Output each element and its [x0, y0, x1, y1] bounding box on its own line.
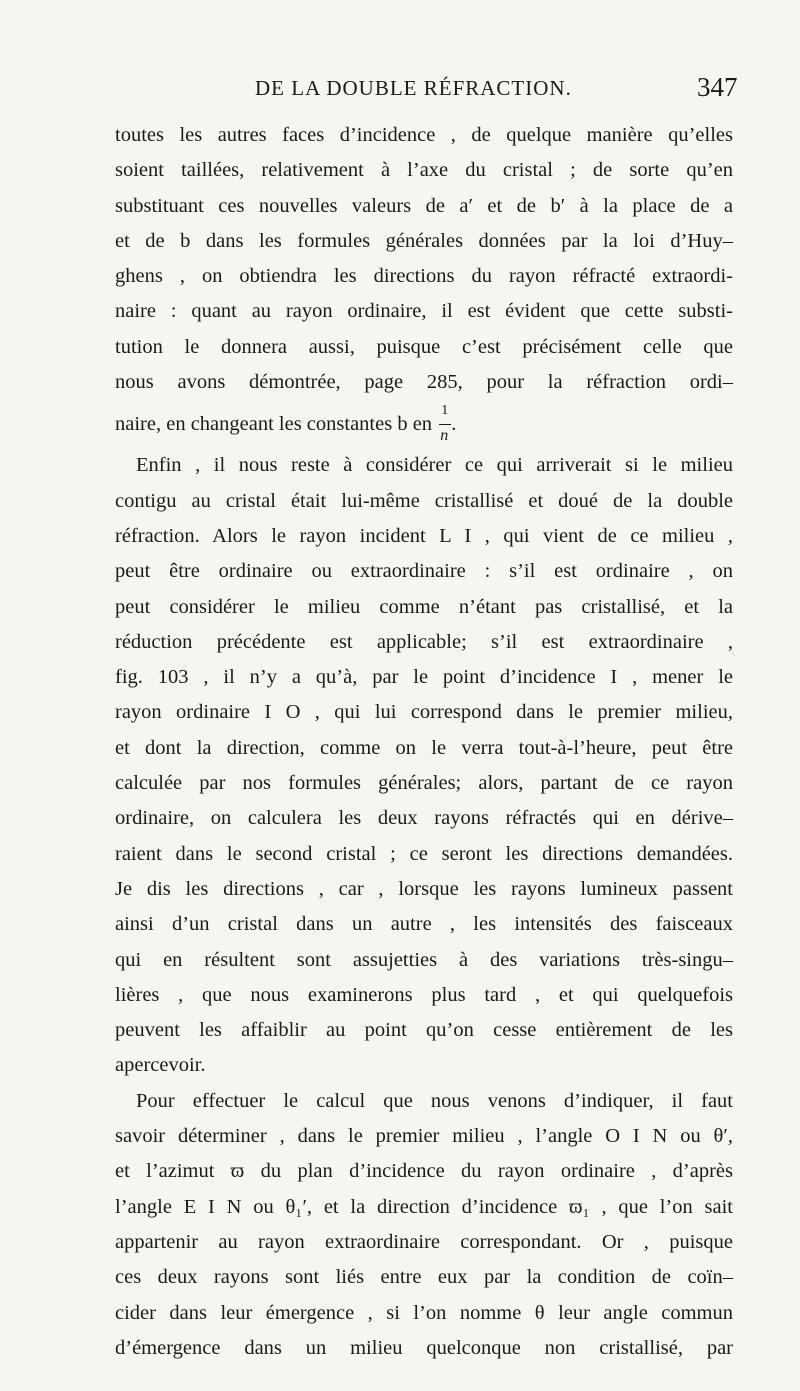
text-line: réfraction. Alors le rayon incident L I , qui vient de ce milieu ,: [115, 524, 733, 547]
end-period: .: [451, 413, 457, 436]
text-line: appartenir au rayon extraordinaire correspondant. Or , puisque: [115, 1230, 733, 1253]
text-line: Pour effectuer le calcul que nous venons d’indiquer, il faut: [136, 1089, 733, 1112]
text-line: ordinaire, on calculera les deux rayons réfractés qui en dérive–: [115, 807, 733, 830]
running-title: DE LA DOUBLE RÉFRACTION.: [255, 76, 572, 100]
fraction-bar: [439, 424, 451, 425]
text-line: peuvent les affaiblir au point qu’on cesse entièrement de les: [115, 1019, 733, 1042]
text-line: Je dis les directions , car , lorsque les rayons lumineux passent: [115, 877, 733, 900]
text-line: savoir déterminer , dans le premier milieu , l’angle O I N ou θ′,: [115, 1125, 733, 1148]
text-line: peut considérer le milieu comme n’étant pas cristallisé, et la: [115, 595, 733, 618]
text-line: et de b dans les formules générales données par la loi d’Huy–: [115, 229, 733, 252]
text-line: et dont la direction, comme on le verra tout-à-l’heure, peut être: [115, 736, 733, 759]
text-line: ainsi d’un cristal dans un autre , les intensités des faisceaux: [115, 913, 733, 936]
text-line: ces deux rayons sont liés entre eux par la condition de coïn–: [115, 1266, 733, 1289]
paragraph-2: [115, 448, 733, 1083]
text-line: toutes les autres faces d’incidence , de quelque manière qu’elles: [115, 124, 733, 146]
text-line: apercevoir.: [115, 1054, 206, 1077]
text-segment: naire, en changeant les constantes b en: [115, 413, 433, 436]
text-line: l’angle E I N ou θ₁′, et la direction d’incidence ϖ₁ , que l’on sait: [115, 1195, 733, 1218]
text-line: et l’azimut ϖ du plan d’incidence du rayon ordinaire , d’après: [115, 1160, 733, 1183]
text-line: réduction précédente est applicable; s’il est extraordinaire ,: [115, 630, 733, 653]
text-line: Enfin , il nous reste à considérer ce qui arriverait si le milieu: [136, 454, 733, 477]
page-header: [0, 72, 800, 112]
text-line-with-fraction: [115, 400, 733, 448]
text-line: naire : quant au rayon ordinaire, il est évident que cette substi-: [115, 300, 733, 323]
text-line: ghens , on obtiendra les directions du rayon réfracté extraordi-: [115, 265, 733, 288]
text-line: soient taillées, relativement à l’axe du cristal ; de sorte qu’en: [115, 159, 733, 182]
text-line: lières , que nous examinerons plus tard , et qui quelquefois: [115, 983, 733, 1006]
text-line: nous avons démontrée, page 285, pour la réfraction ordi–: [115, 371, 733, 394]
text-line: calculée par nos formules générales; alors, partant de ce rayon: [115, 772, 733, 795]
text-line: peut être ordinaire ou extraordinaire : s’il est ordinaire , on: [115, 560, 733, 583]
text-line: fig. 103 , il n’y a qu’à, par le point d’incidence I , mener le: [115, 666, 733, 689]
fraction-numerator: 1: [441, 402, 449, 418]
text-line: qui en résultent sont assujetties à des variations très-singu–: [115, 948, 733, 971]
text-line: cider dans leur émergence , si l’on nomme θ leur angle commun: [115, 1301, 733, 1324]
fraction-one-over-n: [439, 402, 451, 445]
paragraph-3: [115, 1084, 733, 1366]
text-line: contigu au cristal était lui-même cristallisé et doué de la double: [115, 489, 733, 512]
text-line: substituant ces nouvelles valeurs de a′ et de b′ à la place de a: [115, 194, 733, 217]
page-number: 347: [697, 72, 738, 102]
text-line: tution le donnera aussi, puisque c’est précisément celle que: [115, 335, 733, 358]
fraction-denominator: n: [440, 426, 449, 444]
text-line: raient dans le second cristal ; ce seront les directions demandées.: [115, 842, 733, 865]
paragraph-1: [115, 118, 733, 448]
body-text: [115, 118, 733, 1366]
text-line: rayon ordinaire I O , qui lui correspond dans le premier milieu,: [115, 701, 733, 724]
text-line: d’émergence dans un milieu quelconque non cristallisé, par: [115, 1336, 733, 1359]
